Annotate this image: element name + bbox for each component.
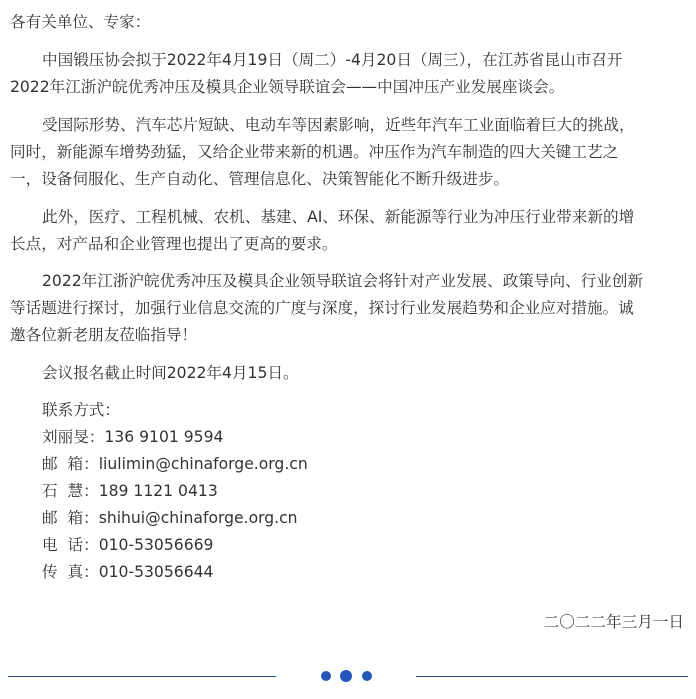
paragraph-3-line-2: 长点，对产品和企业管理也提出了更高的要求。 bbox=[10, 235, 338, 253]
contact-name-shihui: 石 慧：189 1121 0413 bbox=[42, 482, 218, 500]
contact-phone: 电 话：010-53056669 bbox=[42, 536, 214, 554]
footer-dot-left bbox=[321, 671, 331, 681]
paragraph-2-line-3: 一，设备伺服化、生产自动化、管理信息化、决策智能化不断升级进步。 bbox=[10, 170, 510, 188]
paragraph-4-line-2: 等话题进行探讨，加强行业信息交流的广度与深度，探讨行业发展趋势和企业应对措施。诚 bbox=[10, 299, 634, 317]
footer-dot-center bbox=[340, 670, 352, 682]
paragraph-3-line-1: 此外，医疗、工程机械、农机、基建、AI、环保、新能源等行业为冲压行业带来新的增 bbox=[42, 208, 635, 226]
footer-divider-left bbox=[8, 676, 276, 677]
paragraph-2-line-2: 同时，新能源车增势劲猛，又给企业带来新的机遇。冲压作为汽车制造的四大关键工艺之 bbox=[10, 143, 619, 161]
contact-name-liulimin: 刘丽旻：136 9101 9594 bbox=[42, 428, 224, 446]
document-date: 二〇二二年三月一日 bbox=[543, 613, 684, 631]
paragraph-1-line-2: 2022年江浙沪皖优秀冲压及模具企业领导联谊会——中国冲压产业发展座谈会。 bbox=[10, 78, 565, 96]
footer-divider-right bbox=[416, 676, 688, 677]
contact-fax: 传 真：010-53056644 bbox=[42, 563, 214, 581]
contact-email-shihui: 邮 箱：shihui@chinaforge.org.cn bbox=[42, 509, 298, 527]
paragraph-2-line-1: 受国际形势、汽车芯片短缺、电动车等因素影响，近些年汽车工业面临着巨大的挑战， bbox=[42, 116, 635, 134]
contact-heading: 联系方式： bbox=[42, 401, 120, 419]
salutation: 各有关单位、专家： bbox=[10, 13, 151, 31]
contact-email-liulimin: 邮 箱：liulimin@chinaforge.org.cn bbox=[42, 455, 308, 473]
registration-deadline: 会议报名截止时间2022年4月15日。 bbox=[42, 364, 299, 382]
paragraph-4-line-1: 2022年江浙沪皖优秀冲压及模具企业领导联谊会将针对产业发展、政策导向、行业创新 bbox=[42, 272, 644, 290]
paragraph-1-line-1: 中国锻压协会拟于2022年4月19日（周二）-4月20日（周三），在江苏省昆山市召开 bbox=[42, 51, 623, 69]
paragraph-4-line-3: 邀各位新老朋友莅临指导！ bbox=[10, 326, 198, 344]
footer-dot-right bbox=[362, 671, 372, 681]
